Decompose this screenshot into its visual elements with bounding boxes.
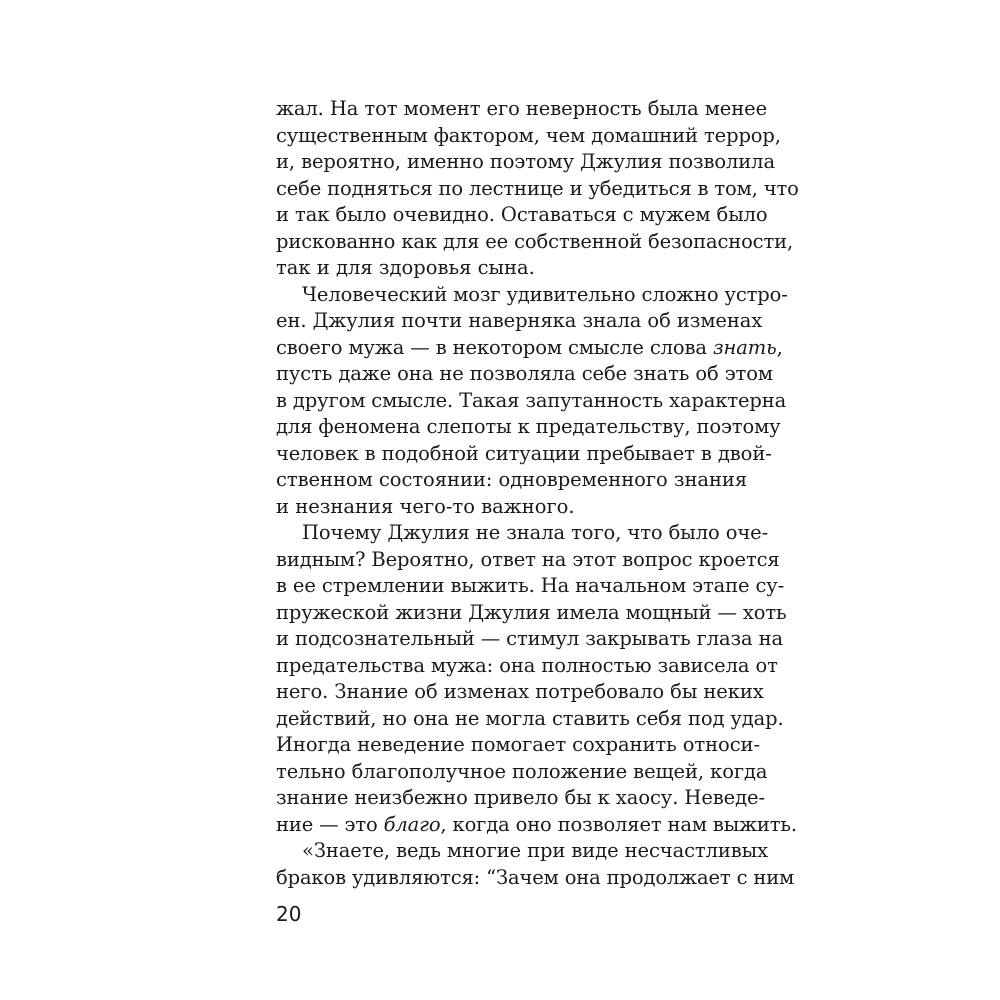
text-line — [276, 149, 775, 176]
text-line — [276, 388, 787, 415]
line-content: тельно благополучное положение вещей, когда — [276, 759, 768, 783]
line-content: видным? Вероятно, ответ на этот вопрос кроется — [276, 547, 780, 571]
line-tail: , — [776, 335, 783, 359]
text-line — [276, 600, 787, 627]
text-line — [276, 282, 788, 309]
line-content: ен. Джулия почти наверняка знала об изменах — [276, 309, 763, 332]
text-line — [276, 176, 799, 203]
line-content: существенным фактором, чем домашний террор, — [276, 123, 781, 147]
line-tail: , когда оно позволяет нам выжить. — [440, 812, 797, 836]
text-line — [276, 255, 726, 282]
text-line — [276, 494, 726, 521]
text-line — [276, 838, 769, 865]
text-line — [276, 785, 766, 812]
line-content: человек в подобной ситуации пребывает в двой- — [276, 441, 772, 465]
text-line — [276, 441, 772, 468]
line-content: и, вероятно, именно поэтому Джулия позволила — [276, 150, 775, 173]
text-line — [276, 706, 784, 733]
text-line — [276, 202, 768, 229]
text-line — [276, 229, 794, 256]
line-content: него. Знание об изменах потребовало бы неких — [276, 680, 764, 703]
text-line — [276, 361, 773, 388]
text-line — [276, 96, 768, 123]
line-content: Человеческий мозг удивительно сложно устро- — [302, 282, 788, 306]
text-line — [276, 732, 760, 759]
text-line — [276, 812, 797, 839]
line-content: и незнания чего-то важного. — [276, 494, 575, 518]
line-content: знание неизбежно привело бы к хаосу. Неведе- — [276, 786, 766, 809]
text-line — [276, 759, 768, 786]
line-content: предательства мужа: она полностью зависела от — [276, 653, 778, 677]
text-line — [276, 865, 795, 892]
text-line — [276, 573, 785, 600]
line-content: в ее стремлении выжить. На начальном этапе су- — [276, 574, 785, 597]
line-content: Иногда неведение помогает сохранить относи- — [276, 733, 760, 756]
line-content: так и для здоровья сына. — [276, 256, 535, 279]
line-content — [276, 335, 783, 362]
line-content: Почему Джулия не знала того, что было оче- — [302, 521, 769, 544]
line-lead: ние — это — [276, 812, 384, 836]
line-content: в другом смысле. Такая запутанность характерна — [276, 388, 787, 412]
line-content: и так было очевидно. Оставаться с мужем было — [276, 203, 768, 226]
line-content: пусть даже она не позволяла себе знать об этом — [276, 362, 773, 385]
page-number: 20 — [276, 902, 302, 926]
line-content: рискованно как для ее собственной безопасности, — [276, 229, 794, 253]
text-line — [276, 653, 778, 680]
text-line — [276, 626, 784, 653]
line-lead: своего мужа — в некотором смысле слова — [276, 335, 713, 359]
line-content: действий, но она не могла ставить себя под удар. — [276, 706, 784, 730]
line-content: ственном состоянии: одновременного знания — [276, 468, 748, 491]
line-content: для феномена слепоты к предательству, поэтому — [276, 415, 781, 438]
line-content — [276, 812, 797, 839]
text-line — [276, 679, 764, 706]
emphasis-word: знать — [712, 335, 777, 359]
line-content: пружеской жизни Джулия имела мощный — хоть — [276, 600, 787, 624]
emphasis-word: благо — [383, 812, 441, 836]
text-line — [276, 520, 769, 547]
line-content: себе подняться по лестнице и убедиться в том, что — [276, 176, 799, 200]
text-line — [276, 335, 783, 362]
line-content: жал. На тот момент его неверность была менее — [276, 97, 768, 120]
text-line — [276, 414, 781, 441]
text-line — [276, 308, 763, 335]
text-line — [276, 467, 748, 494]
line-content: «Знаете, ведь многие при виде несчастливых — [302, 839, 769, 862]
line-content: и подсознательный — стимул закрывать глаза на — [276, 627, 784, 650]
line-content: браков удивляются: “Зачем она продолжает с ним — [276, 865, 795, 889]
text-line — [276, 547, 780, 574]
text-line — [276, 123, 781, 150]
page-body — [276, 96, 799, 891]
